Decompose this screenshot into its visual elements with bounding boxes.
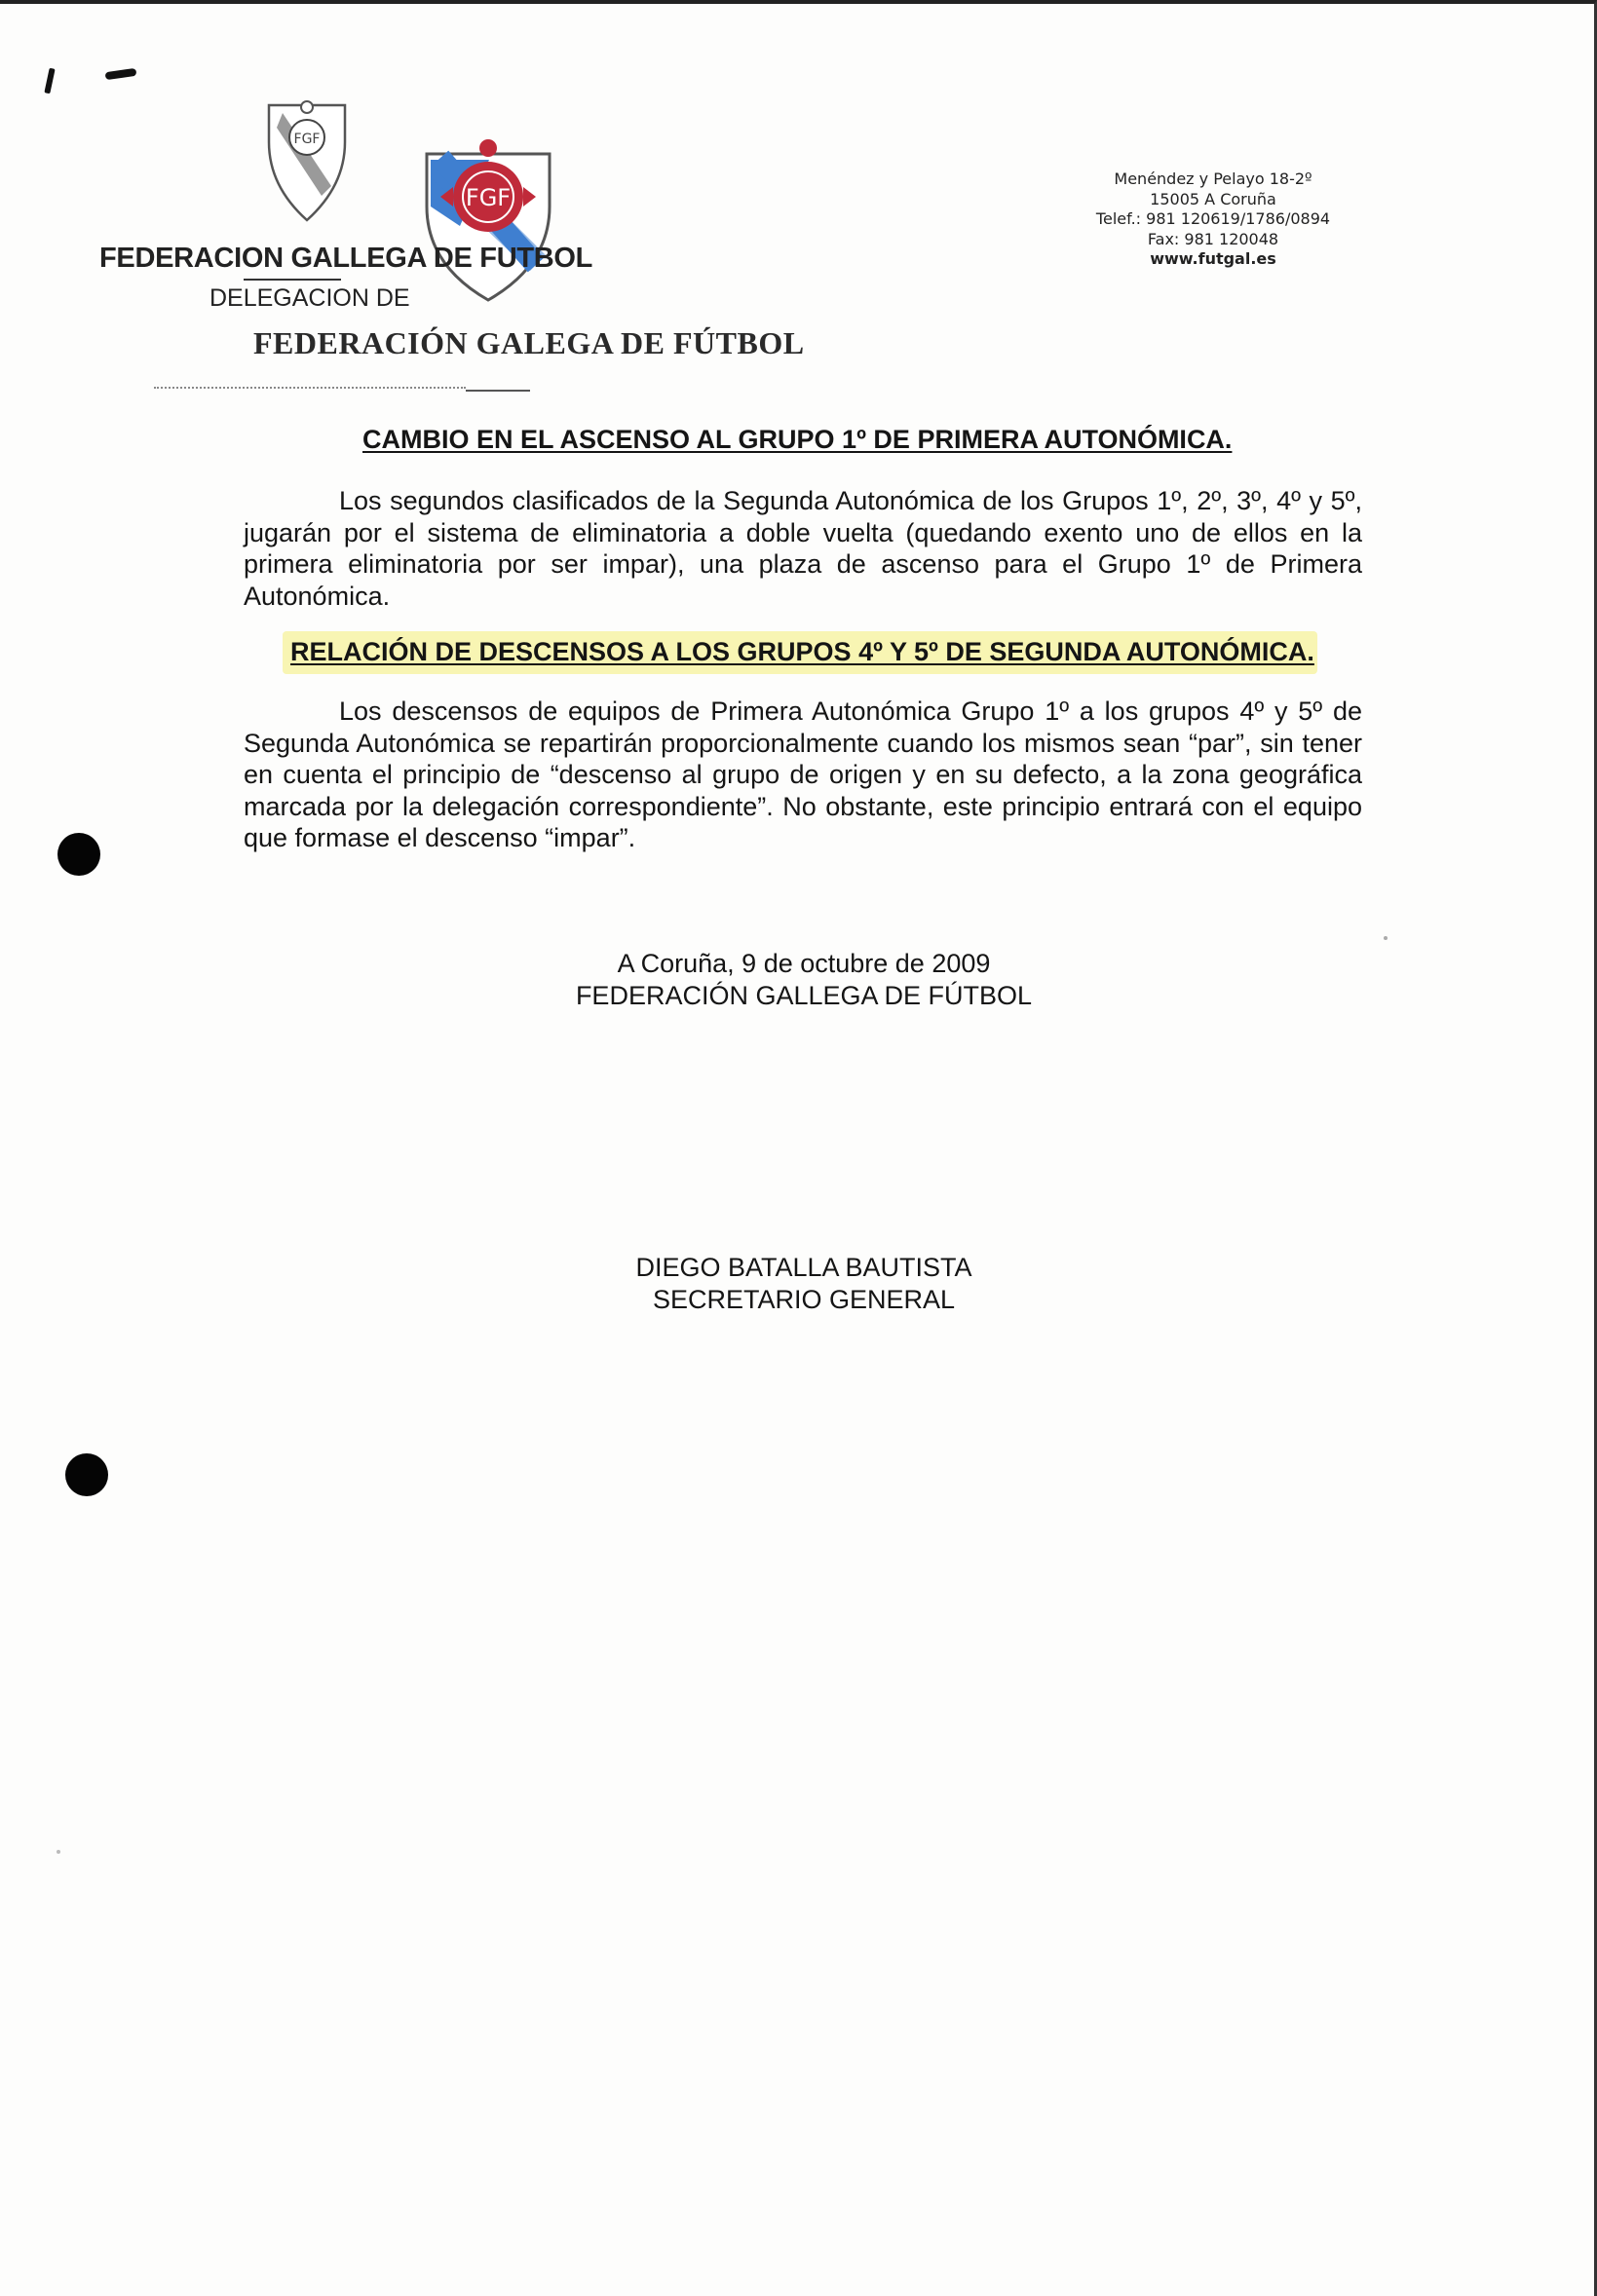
divider — [466, 390, 530, 392]
federation-shield-big-logo — [421, 138, 555, 304]
logo-small-text: FGF — [293, 132, 321, 147]
address-line: 15005 A Coruña — [1150, 189, 1276, 208]
signature-block — [419, 1252, 1189, 1315]
federation-name: FEDERACION GALLEGA DE FUTBOL — [99, 243, 593, 274]
section-paragraph — [244, 485, 1362, 612]
punch-hole — [65, 1453, 108, 1496]
fax-line: Fax: 981 120048 — [1147, 229, 1279, 248]
scan-mark — [105, 68, 137, 80]
section-heading: CAMBIO EN EL ASCENSO AL GRUPO 1º DE PRIMERA AUTONÓMICA. — [362, 425, 1233, 454]
phone-line: Telef.: 981 120619/1786/0894 — [1095, 209, 1331, 228]
place-date: A Coruña, 9 de octubre de 2009 — [617, 949, 991, 978]
paragraph-text: Los segundos clasificados de la Segunda Autonómica de los Grupos 1º, 2º, 3º, 4º y 5º, jugarán por el sistema de eliminatoria a doble vuelta (quedando exento uno de ellos en la primera eliminatoria por ser impar), una plaza de ascenso para el Grupo 1º de Primera Autonómica. — [244, 486, 1362, 611]
scan-speck — [1384, 936, 1388, 940]
address-block — [1052, 169, 1374, 270]
signatory-name: DIEGO BATALLA BAUTISTA — [635, 1253, 972, 1282]
paragraph-text: Los descensos de equipos de Primera Autonómica Grupo 1º a los grupos 4º y 5º de Segunda Autonómica se repartirán proporcionalmente cuando los mismos sean “par”, sin tener en cuenta el principio de “descenso al grupo de origen y en su defecto, a la zona geográfica marcada por la delegación correspondiente”. No obstante, este principio entrará con el equipo que formase el descenso “impar”. — [244, 696, 1362, 852]
logo-big-text: FGF — [465, 184, 512, 211]
closing-organization: FEDERACIÓN GALLEGA DE FÚTBOL — [575, 980, 1033, 1010]
signatory-title: SECRETARIO GENERAL — [652, 1284, 956, 1314]
delegation-name: FEDERACIÓN GALEGA DE FÚTBOL — [253, 325, 805, 360]
address-line: Menéndez y Pelayo 18-2º — [1114, 169, 1312, 188]
section-heading: RELACIÓN DE DESCENSOS A LOS GRUPOS 4º Y 5º DE SEGUNDA AUTONÓMICA. — [290, 637, 1314, 666]
section-paragraph — [244, 696, 1362, 854]
scan-speck — [57, 1850, 60, 1854]
scan-mark — [44, 68, 55, 94]
website-link[interactable]: www.futgal.es — [1150, 249, 1276, 268]
delegation-label: DELEGACION DE — [209, 284, 410, 312]
divider — [244, 279, 341, 281]
punch-hole — [57, 833, 100, 876]
closing-block — [419, 948, 1189, 1011]
federation-shield-small-logo — [263, 94, 351, 225]
dotted-divider — [154, 387, 466, 389]
